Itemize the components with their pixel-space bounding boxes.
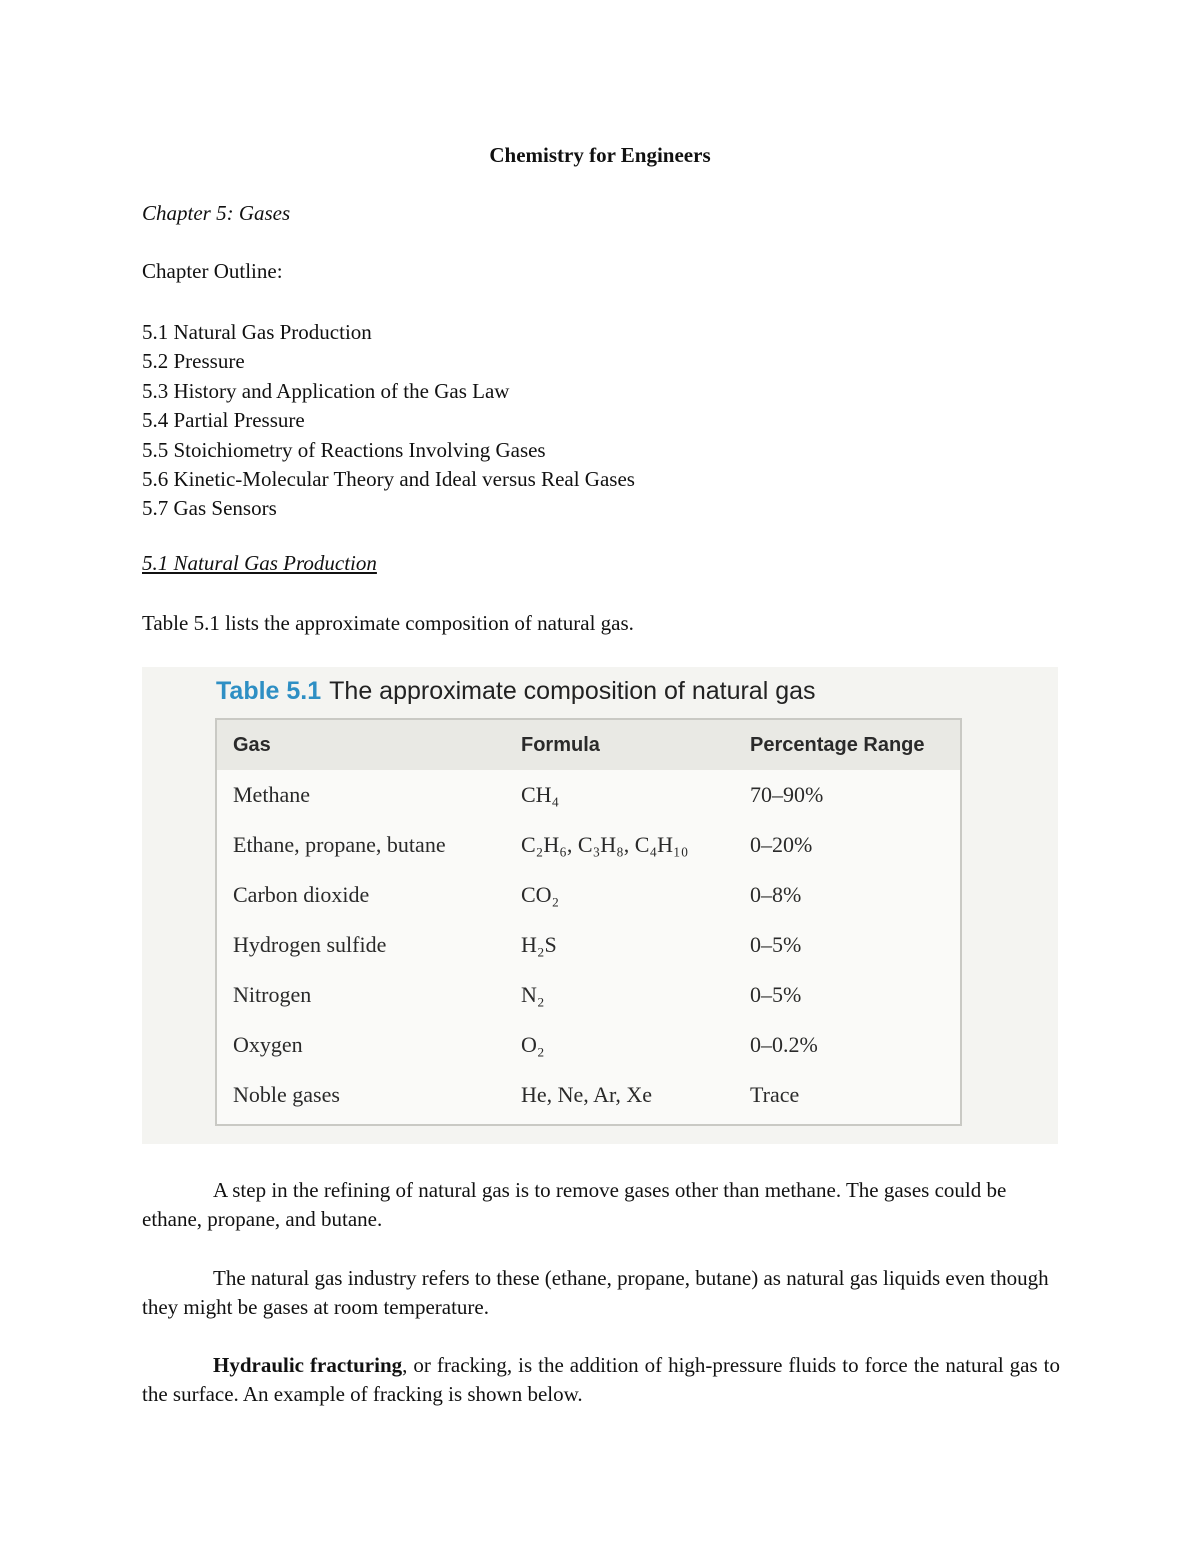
table-number: Table 5.1	[216, 677, 322, 705]
cell-formula: CO₂	[521, 882, 560, 907]
outline-item: 5.4 Partial Pressure	[142, 408, 305, 433]
table-header-row	[217, 720, 960, 770]
table-row	[217, 970, 960, 1020]
cell-range: 0–0.2%	[750, 1032, 818, 1057]
composition-table	[215, 718, 962, 1126]
paragraph-refining-text: A step in the refining of natural gas is to remove gases other than methane. The gases could be ethane, propane, and butane.	[142, 1178, 1007, 1231]
cell-gas: Noble gases	[233, 1082, 340, 1107]
outline-item: 5.5 Stoichiometry of Reactions Involving Gases	[142, 437, 546, 462]
outline-item: 5.7 Gas Sensors	[142, 496, 277, 521]
document-title: Chemistry for Engineers	[489, 143, 711, 167]
term-hydraulic-fracturing: Hydraulic fracturing	[213, 1353, 403, 1377]
paragraph-refining	[142, 1176, 1060, 1234]
outline-item: 5.1 Natural Gas Production	[142, 320, 372, 344]
table-intro-sentence: Table 5.1 lists the approximate composition of natural gas.	[142, 611, 634, 635]
table-row	[217, 1020, 960, 1070]
cell-gas: Methane	[233, 782, 310, 807]
cell-gas: Oxygen	[233, 1032, 303, 1057]
table-row	[217, 820, 960, 870]
cell-range: 0–20%	[750, 832, 813, 857]
paragraph-fracking-text: , or fracking, is the addition of high-pressure fluids to force the natural gas to the surface. An example of fracking is shown below.	[142, 1353, 1060, 1406]
cell-range: Trace	[750, 1082, 800, 1107]
paragraph-ngl	[142, 1264, 1060, 1322]
header-percentage-range: Percentage Range	[750, 734, 925, 756]
table-caption	[216, 677, 816, 706]
cell-range: 70–90%	[750, 782, 824, 807]
cell-gas: Nitrogen	[233, 982, 312, 1007]
cell-formula: CH₄	[521, 782, 560, 807]
section-heading: 5.1 Natural Gas Production	[142, 551, 377, 575]
paragraph-ngl-text: The natural gas industry refers to these (ethane, propane, butane) as natural gas liquids even though they might be gases at room temperature.	[142, 1266, 1049, 1319]
cell-range: 0–8%	[750, 882, 802, 907]
cell-range: 0–5%	[750, 932, 802, 957]
outline-heading: Chapter Outline:	[142, 259, 283, 283]
paragraph-fracking	[142, 1351, 1060, 1409]
table-row	[217, 1070, 960, 1120]
cell-formula: C₂H₆, C₃H₈, C₄H₁₀	[521, 832, 689, 857]
table-row	[217, 770, 960, 820]
cell-gas: Hydrogen sulfide	[233, 932, 387, 957]
table-caption-text: The approximate composition of natural gas	[329, 677, 816, 705]
table-row	[217, 920, 960, 970]
outline-item: 5.3 History and Application of the Gas Law	[142, 378, 510, 403]
cell-gas: Ethane, propane, butane	[233, 832, 446, 857]
chapter-title: Chapter 5: Gases	[142, 201, 291, 225]
chapter-outline-list	[142, 318, 635, 524]
header-gas: Gas	[233, 734, 271, 756]
outline-item: 5.6 Kinetic-Molecular Theory and Ideal versus Real Gases	[142, 467, 635, 492]
outline-item: 5.2 Pressure	[142, 349, 245, 374]
cell-formula: H₂S	[521, 932, 557, 957]
table-figure	[142, 667, 1058, 1144]
cell-formula: O₂	[521, 1032, 545, 1057]
table-row	[217, 870, 960, 920]
header-formula: Formula	[521, 734, 600, 756]
cell-gas: Carbon dioxide	[233, 882, 370, 907]
cell-formula: He, Ne, Ar, Xe	[521, 1082, 653, 1107]
cell-range: 0–5%	[750, 982, 802, 1007]
cell-formula: N₂	[521, 982, 545, 1007]
